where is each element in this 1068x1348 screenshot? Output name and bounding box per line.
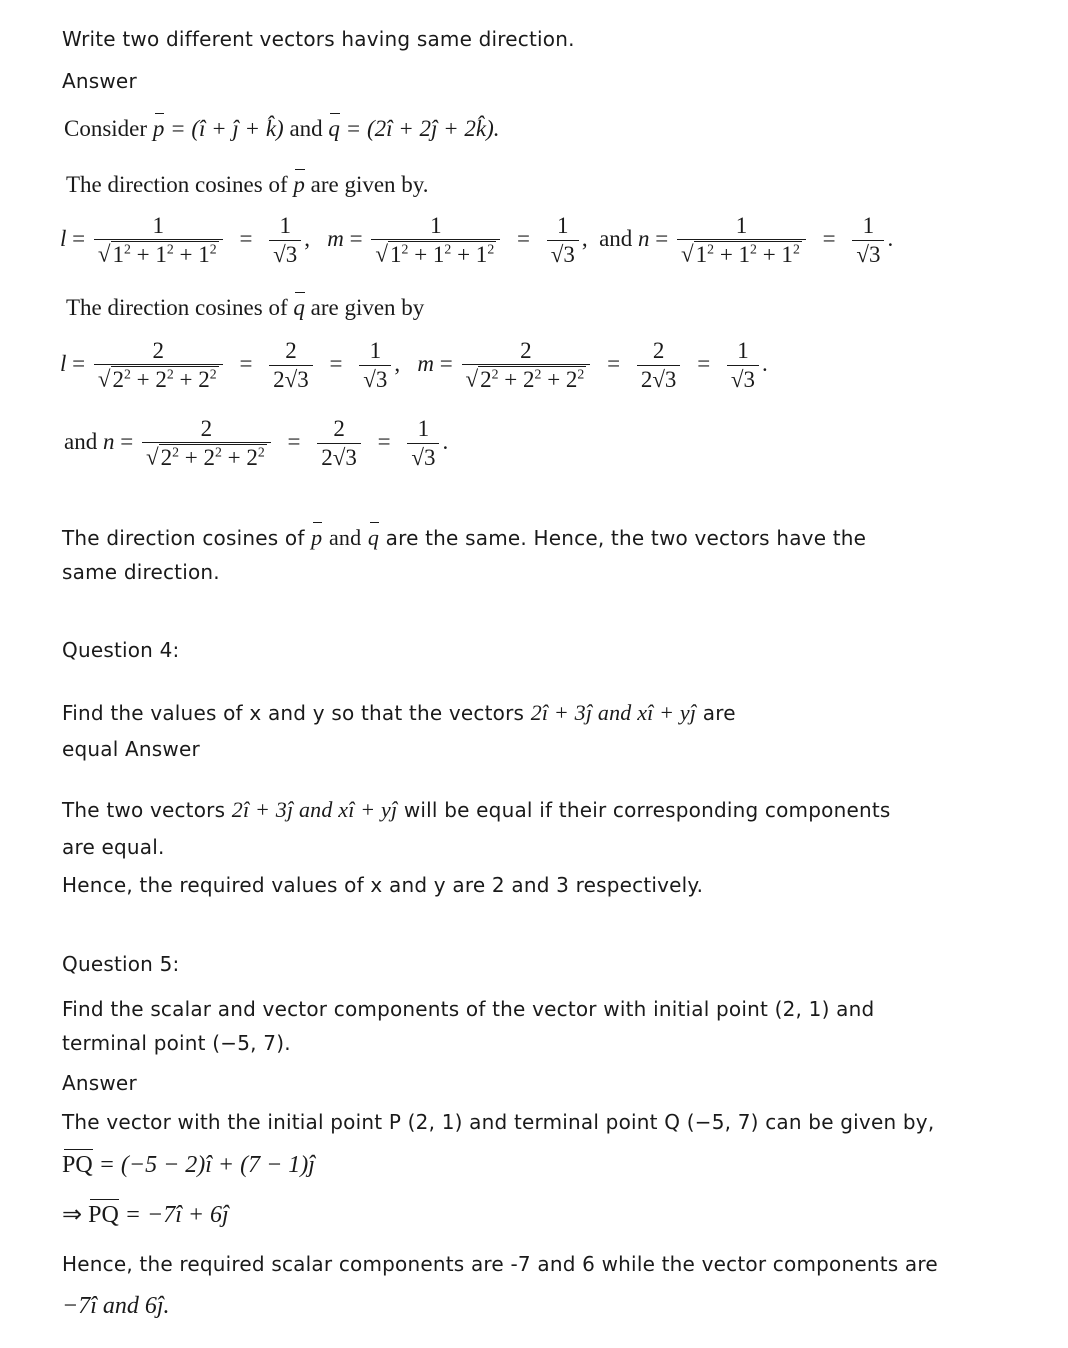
q5-answer-line1: The vector with the initial point P (2, 1) and terminal point Q (−5, 7) can be given by, xyxy=(62,1110,935,1134)
p-expression: = (î + ĵ + k̂) xyxy=(170,116,284,141)
q4-answer-line1: The two vectors 2î + 3ĵ and xî + yĵ will be equal if their corresponding components xyxy=(62,797,891,822)
q3-conclusion-line1: The direction cosines of p and q are the same. Hence, the two vectors have the xyxy=(62,525,867,550)
q4-answer-line2: are equal. xyxy=(62,835,165,859)
q3-consider-line xyxy=(64,116,500,142)
q5-equation-2: ⇒ PQ = −7î + 6ĵ xyxy=(62,1202,229,1228)
q5-conclusion: Hence, the required scalar components are -7 and 6 while the vector components are xyxy=(62,1252,938,1276)
q-expression: = (2î + 2ĵ + 2k̂). xyxy=(345,116,500,141)
implies-arrow-icon: ⇒ xyxy=(62,1202,83,1228)
and-word: and xyxy=(289,116,323,141)
dir-cos-q-formula-n: and n = $\frac{2}{√2^2 + 2^2 + 2^2}$ = $\frac{2}{2√3}$ = $\frac{1}{√3}$ . xyxy=(64,416,449,470)
dir-cos-p-heading: The direction cosines of p are given by. xyxy=(66,172,429,197)
q5-label: Question 5: xyxy=(62,952,180,976)
q5-question-line2: terminal point (−5, 7). xyxy=(62,1031,291,1055)
dir-cos-q-formulas-lm: l = $\frac{2}{√2^2 + 2^2 + 2^2}$ = $\frac{2}{2√3}$ = $\frac{1}{√3}$ , m = $\frac{2}{√2^2 + 2^2 + 2^2}$ = $\frac{2}{2√3}$ = $\frac{1}{√3}$ . xyxy=(60,338,768,392)
q5-final-answer: −7î and 6ĵ. xyxy=(62,1293,170,1319)
q3-conclusion-line2: same direction. xyxy=(62,560,220,584)
vector-q: q xyxy=(328,116,340,141)
q4-question-line2: equal Answer xyxy=(62,737,200,761)
q5-question-line1: Find the scalar and vector components of the vector with initial point (2, 1) and xyxy=(62,997,875,1021)
q5-answer-label: Answer xyxy=(62,1071,137,1095)
q4-question-line1: Find the values of x and y so that the vectors 2î + 3ĵ and xî + yĵ are xyxy=(62,700,736,725)
dir-cos-p-formulas: l = $\frac{1}{√1^2 + 1^2 + 1^2}$ = $\frac{1}{√3}$ , m = $\frac{1}{√1^2 + 1^2 + 1^2}$ = $\frac{1}{√3}$ , and n = $\frac{1}{√1^2 + 1^2 + 1^2}$ = $\frac{1}{√3}$ . xyxy=(60,213,894,267)
q3-answer-label: Answer xyxy=(62,69,137,93)
vector-p: p xyxy=(152,116,165,141)
q4-label: Question 4: xyxy=(62,638,180,662)
q4-answer-line3: Hence, the required values of x and y are 2 and 3 respectively. xyxy=(62,873,704,897)
consider-word: Consider xyxy=(64,116,148,141)
q5-equation-1: PQ = (−5 − 2)î + (7 − 1)ĵ xyxy=(62,1152,315,1178)
q3-title: Write two different vectors having same direction. xyxy=(62,27,575,51)
dir-cos-q-heading: The direction cosines of q are given by xyxy=(66,295,425,320)
q4-vector-expression: 2î + 3ĵ and xî + yĵ xyxy=(530,700,697,725)
